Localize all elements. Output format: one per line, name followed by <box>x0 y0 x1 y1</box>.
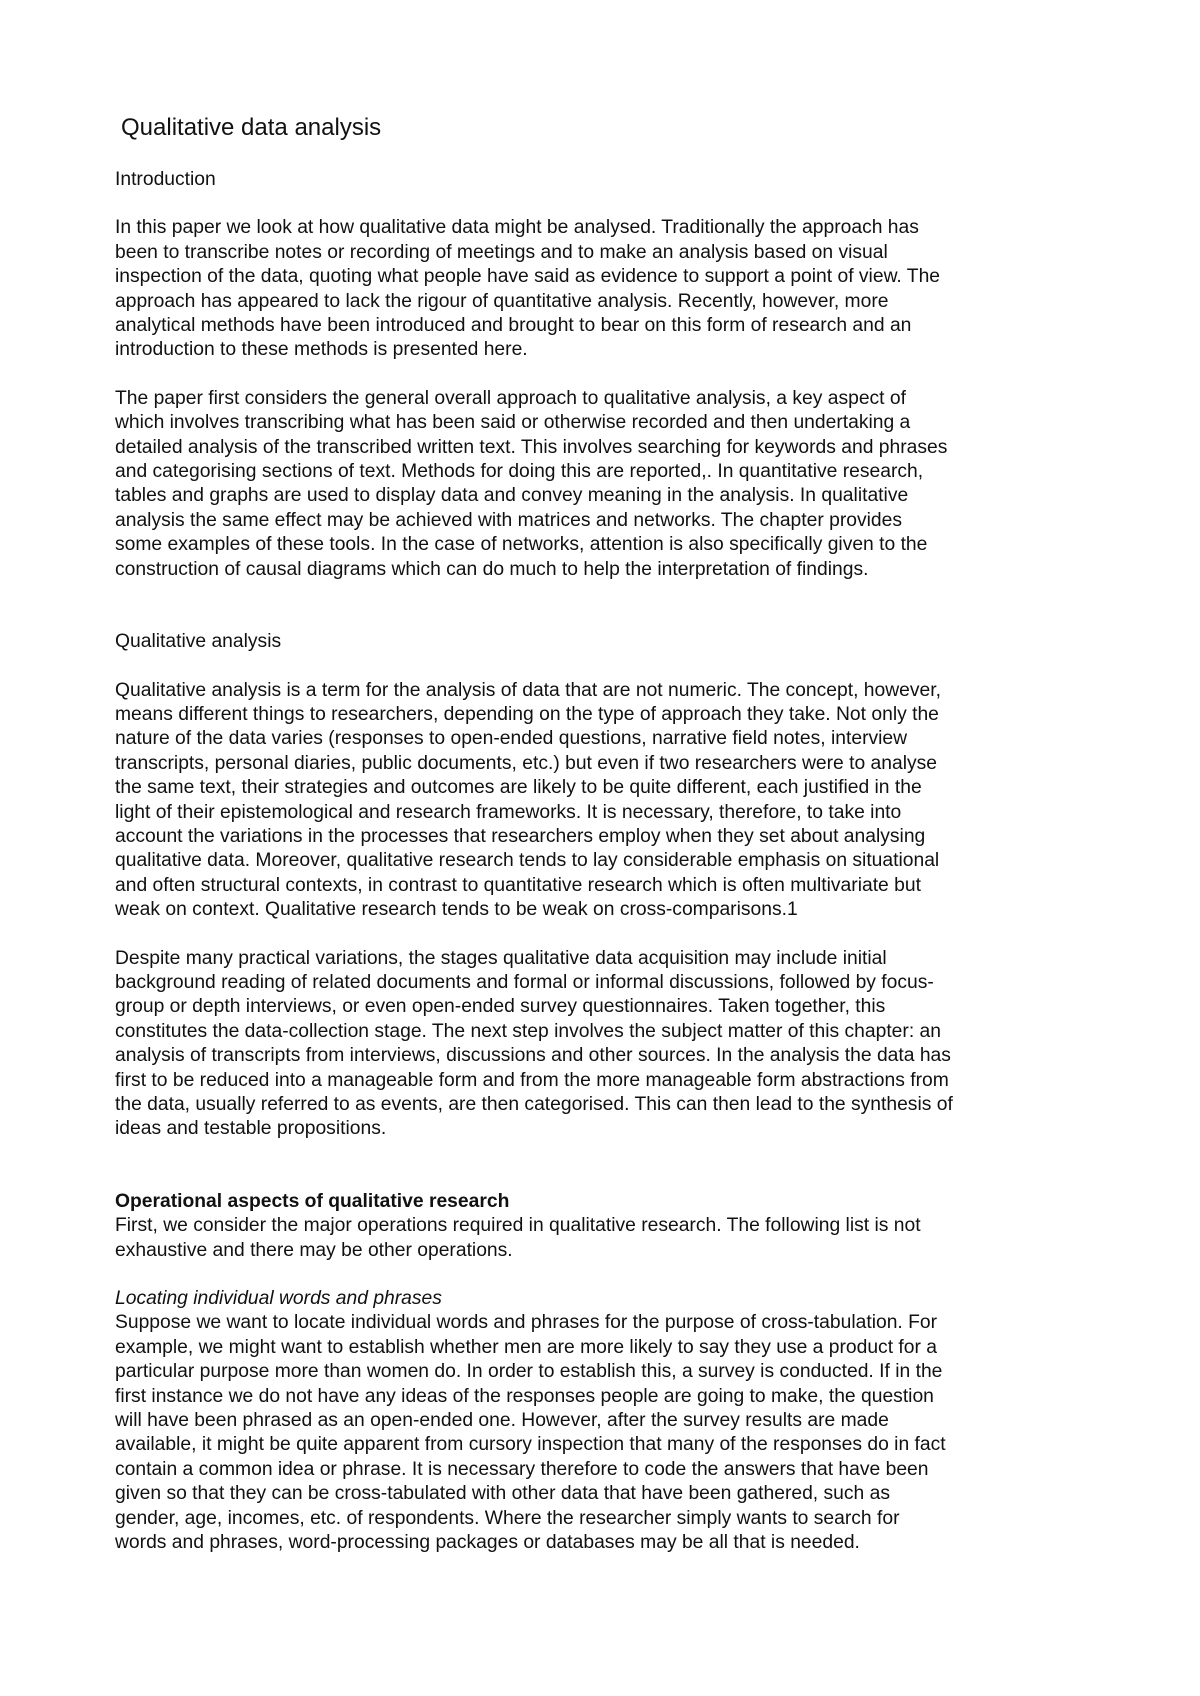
spacer <box>115 1263 1070 1287</box>
spacer <box>115 1142 1070 1190</box>
qualitative-analysis-paragraph-1: Qualitative analysis is a term for the analysis of data that are not numeric. The concept, however, means different things to researchers, depending on the type of approach they take. Not only the nature of the data varies (responses to open-ended questions, narrative field notes, interview transcripts, personal diaries, public documents, etc.) but even if two researchers were to analyse the same text, their strategies and outcomes are likely to be quite different, each justified in the light of their epistemological and research frameworks. It is necessary, therefore, to take into account the variations in the processes that researchers employ when they set about analysing qualitative data. Moreover, qualitative research tends to lay considerable emphasis on situational and often structural contexts, in contrast to quantitative research which is often multivariate but weak on context. Qualitative research tends to be weak on cross-comparisons.1 <box>115 679 941 921</box>
document-page <box>115 112 1070 1556</box>
qualitative-analysis-heading: Qualitative analysis <box>115 631 282 653</box>
locating-words-subheading: Locating individual words and phrases <box>115 1288 442 1310</box>
operational-aspects-paragraph-1: First, we consider the major operations required in qualitative research. The following list is not exhaustive and there may be other operations. <box>115 1215 921 1261</box>
document-title: Qualitative data analysis <box>121 114 382 141</box>
introduction-heading: Introduction <box>115 169 216 190</box>
qualitative-analysis-paragraph-2: Despite many practical variations, the stages qualitative data acquisition may include initial background reading of related documents and formal or informal discussions, followed by focus- group or depth interviews, or even open-ended survey questionnaires. Taken together, this constitutes the data-collection stage. The next step involves the subject matter of this chapter: an analysis of transcripts from interviews, discussions and other sources. In the analysis the data has first to be reduced into a manageable form and from the more manageable form abstractions from the data, usually referred to as events, are then categorised. This can then lead to the synthesis of ideas and testable propositions. <box>115 947 953 1140</box>
spacer <box>115 582 1070 630</box>
spacer <box>115 363 1070 387</box>
locating-words-paragraph: Suppose we want to locate individual words and phrases for the purpose of cross-tabulation. For example, we might want to establish whether men are more likely to say they use a product for a particular purpose more than women do. In order to establish this, a survey is conducted. If in the first instance we do not have any ideas of the responses people are going to make, the question will have been phrased as an open-ended one. However, after the survey results are made available, it might be quite apparent from cursory inspection that many of the responses do in fact contain a common idea or phrase. It is necessary therefore to code the answers that have been given so that they can be cross-tabulated with other data that have been gathered, such as gender, age, incomes, etc. of respondents. Where the researcher simply wants to search for words and phrases, word-processing packages or databases may be all that is needed. <box>115 1312 946 1554</box>
operational-aspects-heading: Operational aspects of qualitative research <box>115 1190 510 1212</box>
spacer <box>115 655 1070 679</box>
spacer <box>115 923 1070 947</box>
introduction-paragraph-1: In this paper we look at how qualitative data might be analysed. Traditionally the approach has been to transcribe notes or recording of meetings and to make an analysis based on visual inspection of the data, quoting what people have said as evidence to support a point of view. The approach has appeared to lack the rigour of quantitative analysis. Recently, however, more analytical methods have been introduced and brought to bear on this form of research and an introduction to these methods is presented here. <box>115 217 941 361</box>
introduction-paragraph-2: The paper first considers the general overall approach to qualitative analysis, a key aspect of which involves transcribing what has been said or otherwise recorded and then undertaking a detailed analysis of the transcribed written text. This involves searching for keywords and phrases and categorising sections of text. Methods for doing this are reported,. In quantitative research, tables and graphs are used to display data and convey meaning in the analysis. In qualitative analysis the same effect may be achieved with matrices and networks. The chapter provides some examples of these tools. In the case of networks, attention is also specifically given to the construction of causal diagrams which can do much to help the interpretation of findings. <box>115 387 948 580</box>
spacer <box>115 192 1070 216</box>
